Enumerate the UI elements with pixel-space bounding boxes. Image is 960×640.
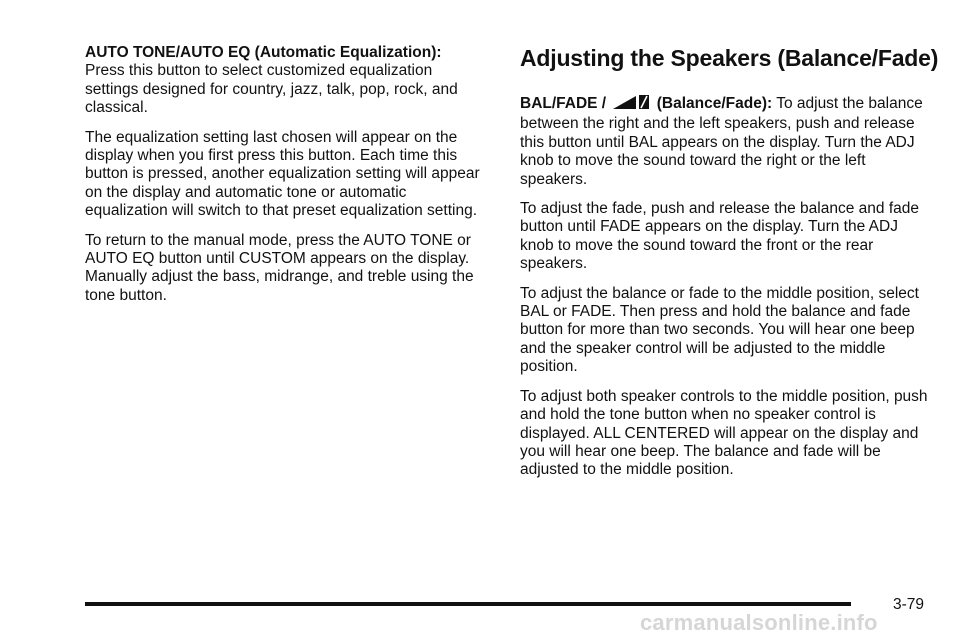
manual-mode-paragraph: To return to the manual mode, press the AUTO TONE or AUTO EQ button until CUSTOM appears on the display. Manually adjust the bass, midrange, and treble using the tone button.	[85, 231, 474, 304]
middle-position-paragraph: To adjust the balance or fade to the middle position, select BAL or FADE. Then press and hold the balance and fade button for more than two seconds. You will hear one beep and the speaker control will be adjusted to the middle position.	[520, 284, 919, 376]
watermark: carmanualsonline.info	[640, 610, 878, 635]
auto-tone-heading: AUTO TONE/AUTO EQ (Automatic Equalization):	[85, 44, 442, 61]
all-centered-paragraph: To adjust both speaker controls to the middle position, push and hold the tone button when no speaker control is displayed. ALL CENTERED will appear on the display and you will hear one beep. The balance and fade will be adjusted to the middle position.	[520, 387, 928, 479]
page-number: 3-79	[893, 596, 925, 613]
balfade-prefix: BAL/FADE /	[520, 95, 607, 112]
balfade-text: To adjust the balance between the right and the left speakers, push and release this button until BAL appears on the display. Turn the ADJ knob to move the sound toward the right or the left speakers.	[520, 95, 923, 188]
auto-tone-paragraph	[85, 44, 485, 118]
auto-tone-text: Press this button to select customized equalization settings designed for country, jazz, talk, pop, rock, and classical.	[85, 62, 458, 117]
balfade-label: (Balance/Fade):	[656, 95, 773, 112]
equalization-paragraph: The equalization setting last chosen will appear on the display when you first press this button. Each time this button is pressed, another equalization setting will appear on the display and automatic tone or automatic equalization will switch to that preset equalization setting.	[85, 128, 480, 220]
right-column	[520, 44, 939, 491]
fade-paragraph: To adjust the fade, push and release the balance and fade button until FADE appears on the display. Turn the ADJ knob to move the sound toward the front or the rear speakers.	[520, 200, 919, 273]
section-heading: Adjusting the Speakers (Balance/Fade)	[520, 45, 939, 71]
footer-rule	[85, 602, 851, 606]
balance-fade-icon	[612, 94, 650, 115]
left-column	[85, 44, 485, 316]
balfade-paragraph	[520, 94, 930, 189]
